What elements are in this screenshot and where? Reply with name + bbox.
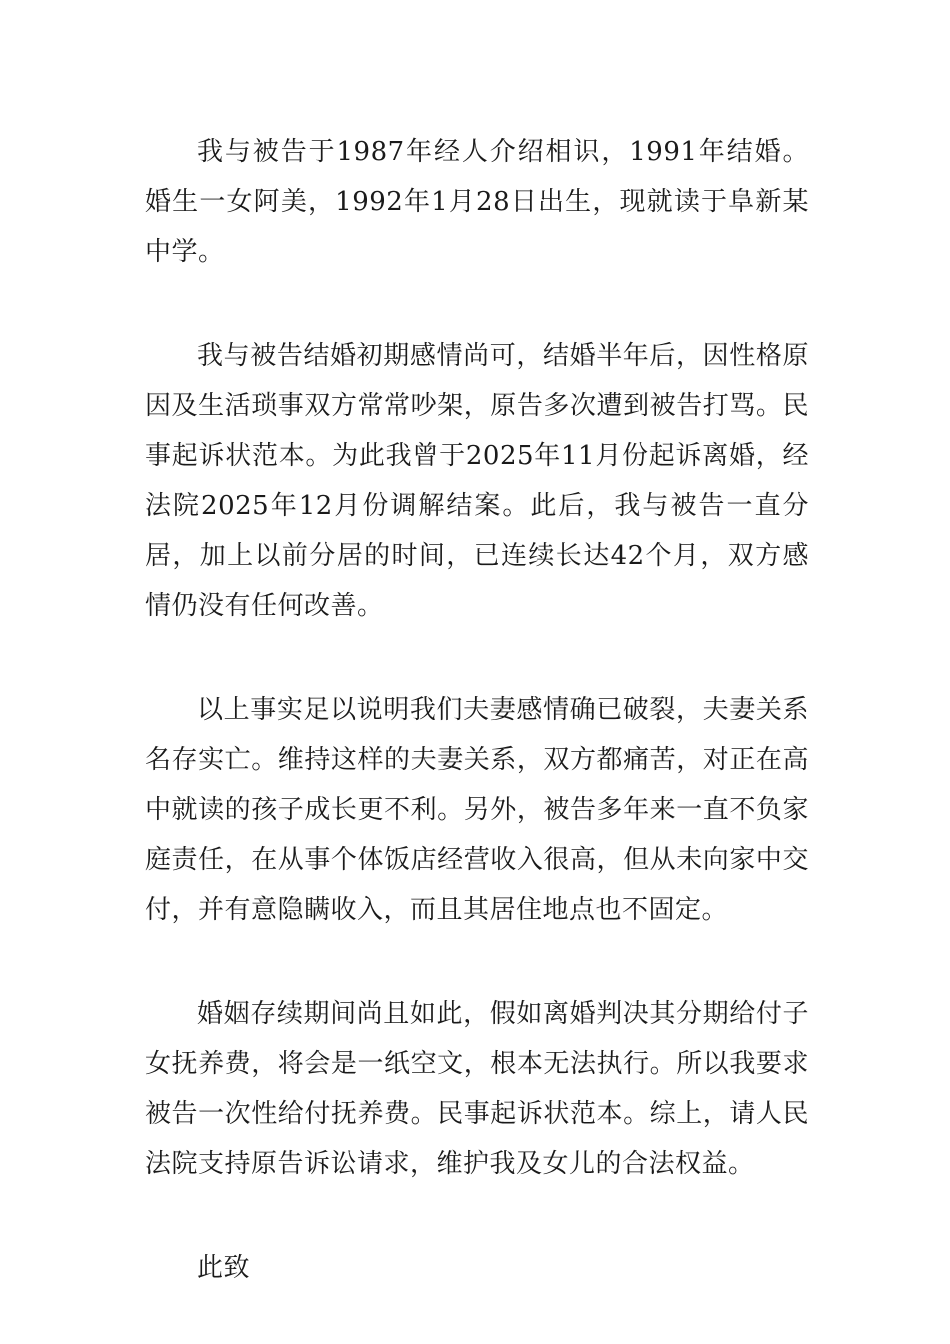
- paragraph-marriage-history: 我与被告结婚初期感情尚可，结婚半年后，因性格原因及生活琐事双方常常吵架，原告多次遭到被告打骂。民事起诉状范本。为此我曾于2025年11月份起诉离婚，经法院2025年12月份调解结案。此后，我与被告一直分居，加上以前分居的时间，已连续长达42个月，双方感情仍没有任何改善。: [145, 341, 809, 621]
- paragraph-background: 我与被告于1987年经人介绍相识，1991年结婚。婚生一女阿美，1992年1月28日出生，现就读于阜新某中学。: [145, 137, 809, 267]
- document-body: [145, 127, 809, 1293]
- paragraph-breakdown: 以上事实足以说明我们夫妻感情确已破裂，夫妻关系名存实亡。维持这样的夫妻关系，双方都痛苦，对正在高中就读的孩子成长更不利。另外，被告多年来一直不负家庭责任，在从事个体饭店经营收入很高，但从未向家中交付，并有意隐瞒收入，而且其居住地点也不固定。: [145, 695, 809, 925]
- paragraph-request: 婚姻存续期间尚且如此，假如离婚判决其分期给付子女抚养费，将会是一纸空文，根本无法执行。所以我要求被告一次性给付抚养费。民事起诉状范本。综上，请人民法院支持原告诉讼请求，维护我及女儿的合法权益。: [145, 999, 809, 1179]
- closing-salutation: 此致: [197, 1253, 251, 1283]
